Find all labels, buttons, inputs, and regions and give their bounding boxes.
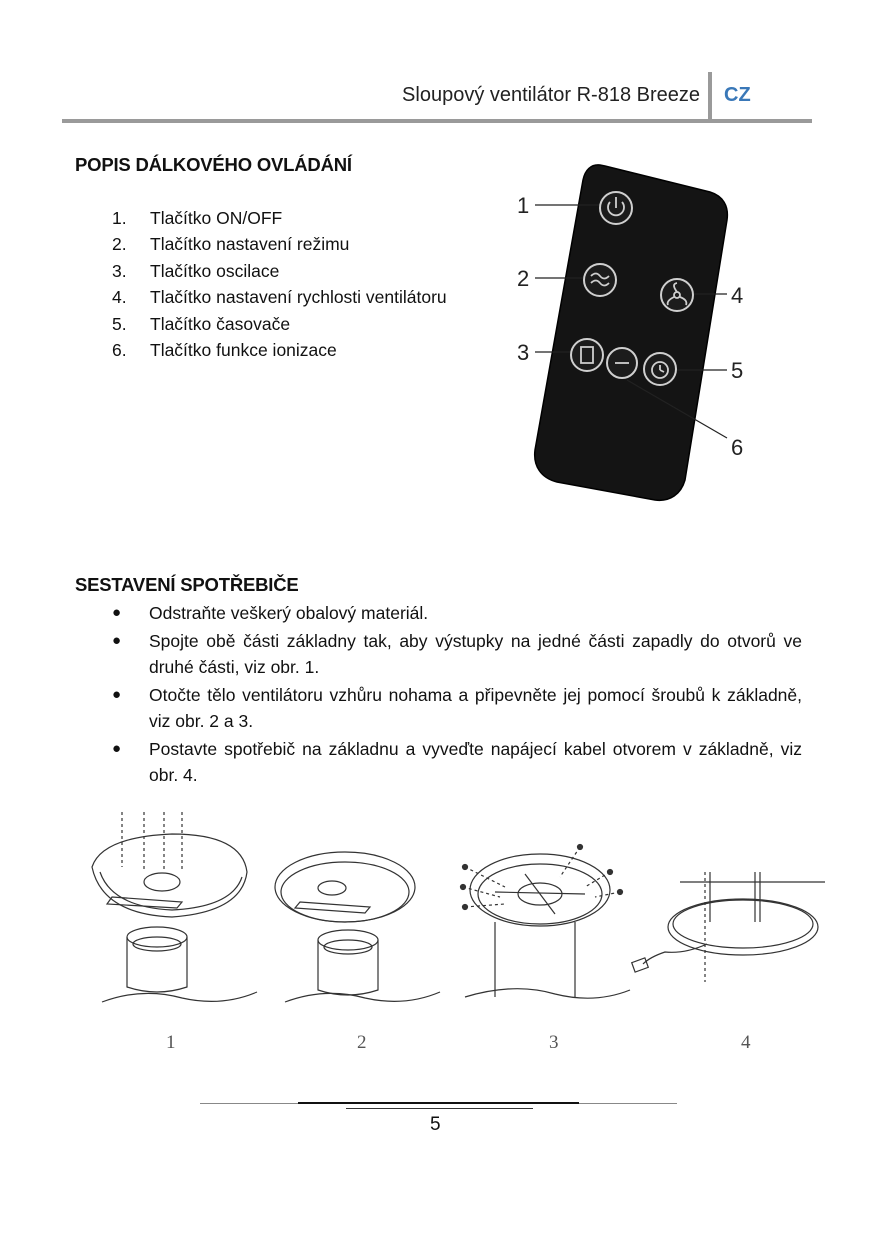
bullet-icon: ●	[112, 739, 122, 757]
list-item-text: Spojte obě části základny tak, aby výstupky na jedné části zapadly do otvorů ve druhé části, viz obr. 1.	[149, 630, 802, 677]
bullet-icon: ●	[112, 685, 122, 703]
callout-1: 1	[517, 193, 530, 218]
list-item-number: 4.	[112, 287, 127, 308]
list-item-text: Tlačítko časovače	[150, 313, 291, 334]
list-item	[112, 736, 802, 789]
list-item	[112, 205, 447, 231]
list-item-number: 6.	[112, 339, 127, 360]
list-item	[112, 337, 447, 363]
header-title: Sloupový ventilátor R-818 Breeze	[402, 84, 700, 106]
list-item	[112, 311, 447, 337]
page-number: 5	[430, 1114, 441, 1135]
list-item-text: Postavte spotřebič na základnu a vyveďte napájecí kabel otvorem v základně, viz obr. 4.	[149, 738, 802, 785]
header-rule	[62, 119, 812, 123]
callout-3: 3	[517, 340, 530, 365]
list-item	[112, 600, 802, 627]
list-item-text: Tlačítko oscilace	[150, 260, 280, 281]
list-item-number: 1.	[112, 208, 127, 228]
list-item-text: Otočte tělo ventilátoru vzhůru nohama a připevněte jej pomocí šroubů k základně, viz obr. 2 a 3.	[149, 684, 802, 731]
footer-rule-short	[346, 1108, 533, 1109]
assembly-section-title: SESTAVENÍ SPOTŘEBIČE	[75, 574, 299, 595]
callout-4: 4	[731, 283, 744, 308]
list-item	[112, 231, 447, 257]
figure-caption-2: 2	[357, 1032, 367, 1053]
bullet-icon: ●	[112, 604, 122, 621]
list-item	[112, 682, 802, 735]
page-header	[62, 72, 812, 124]
figure-caption-1: 1	[166, 1032, 176, 1053]
remote-button-list	[112, 205, 447, 363]
assembly-figure-4	[625, 812, 825, 1012]
header-divider	[708, 72, 712, 120]
list-item-text: Tlačítko nastavení rychlosti ventilátoru	[150, 287, 447, 308]
oscillation-button-icon	[571, 339, 603, 371]
callout-6: 6	[731, 435, 744, 460]
list-item-number: 3.	[112, 260, 127, 281]
figure-caption-3: 3	[549, 1032, 559, 1053]
list-item-text: Tlačítko ON/OFF	[150, 208, 283, 228]
callout-5: 5	[731, 358, 744, 383]
remote-section-title: POPIS DÁLKOVÉHO OVLÁDÁNÍ	[75, 154, 352, 175]
list-item	[112, 284, 447, 310]
list-item-number: 5.	[112, 313, 127, 334]
callout-2: 2	[517, 266, 530, 291]
assembly-steps	[112, 600, 802, 790]
mode-button-icon	[584, 264, 616, 296]
list-item-text: Tlačítko nastavení režimu	[150, 234, 350, 255]
bullet-icon: ●	[112, 631, 122, 649]
assembly-figure-3	[435, 812, 635, 1012]
list-item	[112, 628, 802, 681]
assembly-figure-1	[82, 812, 282, 1012]
remote-control-figure	[505, 160, 765, 505]
footer-rule-bold	[298, 1102, 579, 1104]
figure-caption-4: 4	[741, 1032, 751, 1053]
language-code: CZ	[724, 84, 751, 106]
list-item-text: Tlačítko funkce ionizace	[150, 339, 337, 360]
list-item-number: 2.	[112, 234, 127, 255]
list-item-text: Odstraňte veškerý obalový materiál.	[149, 603, 429, 623]
list-item	[112, 258, 447, 284]
